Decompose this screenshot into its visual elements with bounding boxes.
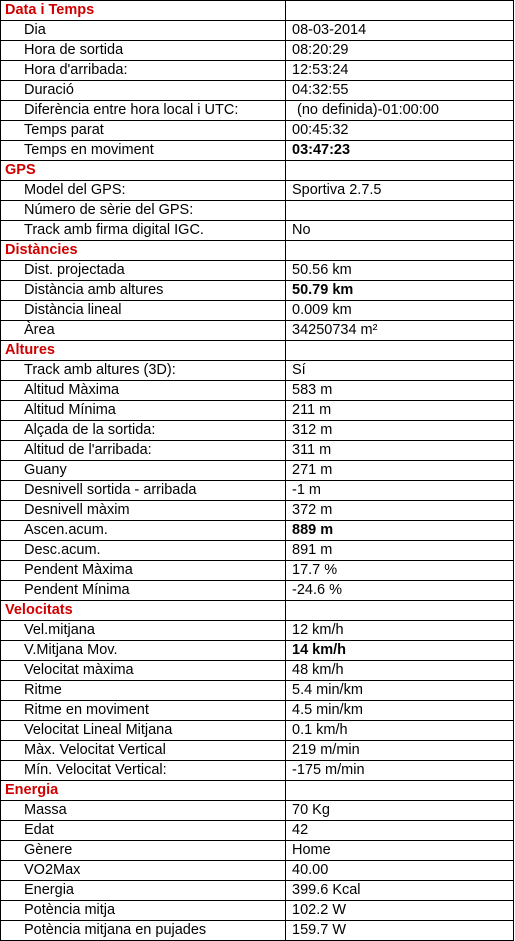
row-label: Altitud de l'arribada: [1, 441, 286, 461]
row-label: Mín. Velocitat Vertical: [1, 761, 286, 781]
section-header-altures [1, 341, 514, 361]
table-row [1, 801, 514, 821]
table-row [1, 21, 514, 41]
row-label: Altitud Mínima [1, 401, 286, 421]
row-value: 12 km/h [286, 621, 514, 641]
row-value: 271 m [286, 461, 514, 481]
table-row [1, 641, 514, 661]
table-row [1, 121, 514, 141]
row-label: Dist. projectada [1, 261, 286, 281]
row-label: Gènere [1, 841, 286, 861]
row-value: 34250734 m² [286, 321, 514, 341]
row-label: Energia [1, 881, 286, 901]
row-label: Ritme en moviment [1, 701, 286, 721]
table-row [1, 441, 514, 461]
table-row [1, 581, 514, 601]
row-value: 372 m [286, 501, 514, 521]
row-label: Massa [1, 801, 286, 821]
table-row [1, 501, 514, 521]
table-row [1, 821, 514, 841]
row-value: 08-03-2014 [286, 21, 514, 41]
section-title: Velocitats [1, 601, 286, 621]
row-value: Sí [286, 361, 514, 381]
table-row [1, 541, 514, 561]
row-value: 399.6 Kcal [286, 881, 514, 901]
row-label: Track amb firma digital IGC. [1, 221, 286, 241]
row-label: Diferència entre hora local i UTC: [1, 101, 286, 121]
row-value: 08:20:29 [286, 41, 514, 61]
row-label: Dia [1, 21, 286, 41]
row-value: 0.1 km/h [286, 721, 514, 741]
table-row [1, 761, 514, 781]
table-row [1, 141, 514, 161]
row-label: Distància amb altures [1, 281, 286, 301]
table-row [1, 481, 514, 501]
row-label: Vel.mitjana [1, 621, 286, 641]
table-row [1, 321, 514, 341]
row-value: 211 m [286, 401, 514, 421]
row-label: Desc.acum. [1, 541, 286, 561]
row-value: 50.56 km [286, 261, 514, 281]
section-title-blank [286, 341, 514, 361]
row-value: 891 m [286, 541, 514, 561]
table-row [1, 561, 514, 581]
table-row [1, 301, 514, 321]
table-row [1, 361, 514, 381]
row-value: 889 m [286, 521, 514, 541]
row-value: 159.7 W [286, 921, 514, 941]
table-row [1, 381, 514, 401]
row-value: 03:47:23 [286, 141, 514, 161]
row-value: No [286, 221, 514, 241]
row-label: Velocitat Lineal Mitjana [1, 721, 286, 741]
table-row [1, 281, 514, 301]
table-row [1, 521, 514, 541]
row-label: V.Mitjana Mov. [1, 641, 286, 661]
row-value: 70 Kg [286, 801, 514, 821]
table-row [1, 701, 514, 721]
row-label: Desnivell màxim [1, 501, 286, 521]
table-row [1, 201, 514, 221]
table-row [1, 721, 514, 741]
row-label: Guany [1, 461, 286, 481]
table-row [1, 221, 514, 241]
row-value: 5.4 min/km [286, 681, 514, 701]
row-value: 40.00 [286, 861, 514, 881]
table-row [1, 101, 514, 121]
row-label: Temps en moviment [1, 141, 286, 161]
table-row [1, 901, 514, 921]
row-value: 219 m/min [286, 741, 514, 761]
table-row [1, 681, 514, 701]
row-label: Duració [1, 81, 286, 101]
row-label: Pendent Màxima [1, 561, 286, 581]
row-value: 00:45:32 [286, 121, 514, 141]
row-label: Temps parat [1, 121, 286, 141]
row-label: Número de sèrie del GPS: [1, 201, 286, 221]
row-value: 0.009 km [286, 301, 514, 321]
row-label: Pendent Mínima [1, 581, 286, 601]
table-row [1, 461, 514, 481]
row-label: VO2Max [1, 861, 286, 881]
track-stats-body [1, 1, 514, 941]
row-label: Hora d'arribada: [1, 61, 286, 81]
row-value: 17.7 % [286, 561, 514, 581]
row-label: Àrea [1, 321, 286, 341]
section-title-blank [286, 781, 514, 801]
row-value: 311 m [286, 441, 514, 461]
row-value: -175 m/min [286, 761, 514, 781]
table-row [1, 81, 514, 101]
row-value: (no definida)-01:00:00 [286, 101, 514, 121]
section-header-velocitats [1, 601, 514, 621]
row-value: 583 m [286, 381, 514, 401]
section-header-energia [1, 781, 514, 801]
row-label: Velocitat màxima [1, 661, 286, 681]
section-title-blank [286, 161, 514, 181]
row-value: -1 m [286, 481, 514, 501]
row-value [286, 201, 514, 221]
row-label: Ritme [1, 681, 286, 701]
row-value: Sportiva 2.7.5 [286, 181, 514, 201]
section-header-data-i-temps [1, 1, 514, 21]
row-value: Home [286, 841, 514, 861]
section-title: Data i Temps [1, 1, 286, 21]
row-value: 48 km/h [286, 661, 514, 681]
row-value: 12:53:24 [286, 61, 514, 81]
table-row [1, 881, 514, 901]
row-label: Màx. Velocitat Vertical [1, 741, 286, 761]
row-value: -24.6 % [286, 581, 514, 601]
section-title: Energia [1, 781, 286, 801]
table-row [1, 261, 514, 281]
row-label: Potència mitjana en pujades [1, 921, 286, 941]
row-label: Distància lineal [1, 301, 286, 321]
table-row [1, 61, 514, 81]
section-title-blank [286, 601, 514, 621]
table-row [1, 41, 514, 61]
table-row [1, 661, 514, 681]
row-label: Alçada de la sortida: [1, 421, 286, 441]
row-label: Altitud Màxima [1, 381, 286, 401]
section-header-gps [1, 161, 514, 181]
section-title-blank [286, 241, 514, 261]
section-title-blank [286, 1, 514, 21]
section-title: Altures [1, 341, 286, 361]
row-label: Model del GPS: [1, 181, 286, 201]
row-label: Potència mitja [1, 901, 286, 921]
row-value: 42 [286, 821, 514, 841]
row-value: 04:32:55 [286, 81, 514, 101]
table-row [1, 861, 514, 881]
row-value: 50.79 km [286, 281, 514, 301]
table-row [1, 841, 514, 861]
table-row [1, 421, 514, 441]
row-value: 4.5 min/km [286, 701, 514, 721]
row-value: 312 m [286, 421, 514, 441]
section-header-distancies [1, 241, 514, 261]
section-title: GPS [1, 161, 286, 181]
row-label: Desnivell sortida - arribada [1, 481, 286, 501]
section-title: Distàncies [1, 241, 286, 261]
row-label: Track amb altures (3D): [1, 361, 286, 381]
row-value: 14 km/h [286, 641, 514, 661]
row-label: Edat [1, 821, 286, 841]
table-row [1, 621, 514, 641]
table-row [1, 401, 514, 421]
row-value: 102.2 W [286, 901, 514, 921]
table-row [1, 921, 514, 941]
table-row [1, 181, 514, 201]
row-label: Ascen.acum. [1, 521, 286, 541]
table-row [1, 741, 514, 761]
row-label: Hora de sortida [1, 41, 286, 61]
